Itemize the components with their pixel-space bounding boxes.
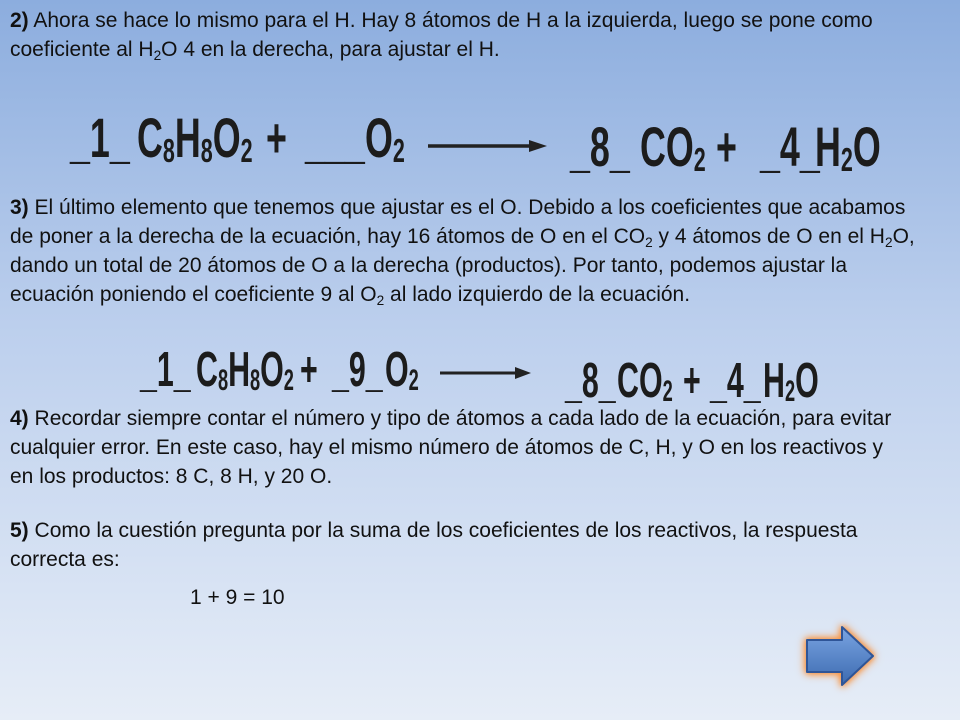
text-line	[10, 193, 915, 222]
answer-sum: 1 + 9 = 10	[190, 586, 285, 609]
subscript: 2	[884, 235, 893, 251]
text-segment: ecuación poniendo el coeficiente 9 al O	[10, 283, 377, 306]
subscript: 8	[250, 364, 261, 397]
text-segment: Recordar siempre contar el número y tipo de átomos a cada lado de la ecuación, para evitar	[34, 407, 892, 430]
element-symbol: O	[260, 343, 284, 397]
subscript: 8	[162, 133, 175, 170]
subscript: 8	[200, 133, 213, 170]
element-symbol: C	[137, 106, 163, 169]
plus-sign: +	[266, 106, 287, 169]
step-number: 4)	[10, 407, 29, 430]
subscript: 2	[240, 133, 253, 170]
element-symbol: O	[795, 354, 819, 408]
text-segment: correcta es:	[10, 548, 120, 571]
element-symbol: O	[852, 115, 881, 178]
subscript: 2	[784, 375, 796, 408]
step-4-paragraph	[10, 404, 891, 491]
element-symbol: CO	[617, 354, 663, 408]
element-symbol: O	[385, 343, 409, 397]
text-segment: Ahora se hace lo mismo para el H. Hay 8 átomos de H a la izquierda, luego se pone como	[33, 9, 873, 32]
text-line	[10, 280, 915, 309]
text-segment: Como la cuestión pregunta por la suma de los coeficientes de los reactivos, la respuesta	[34, 519, 858, 542]
text-line	[10, 251, 915, 280]
text-line	[10, 545, 857, 574]
element-symbol: O	[365, 106, 393, 169]
text-segment: de poner a la derecha de la ecuación, hay 16 átomos de O en el CO	[10, 225, 646, 248]
step-number: 5)	[10, 519, 29, 542]
text-segment: O 4 en la derecha, para ajustar el H.	[161, 38, 500, 61]
element-symbol: H	[228, 343, 251, 397]
coefficient-blank: ___	[305, 106, 365, 169]
subscript: 2	[376, 293, 385, 309]
coefficient: _4_	[710, 354, 761, 408]
element-symbol: C	[196, 343, 218, 397]
products-side	[0, 115, 960, 179]
subscript: 2	[153, 48, 162, 64]
plus-sign: +	[683, 354, 701, 408]
subscript: 2	[392, 133, 405, 170]
text-segment: coeficiente al H	[10, 38, 154, 61]
coefficient: _9_	[332, 343, 383, 397]
coefficient: _1_	[140, 343, 191, 397]
coefficient: _8_	[565, 354, 616, 408]
step-5-paragraph	[10, 516, 857, 574]
arrow-right-icon	[795, 620, 885, 692]
text-line	[10, 462, 891, 491]
next-slide-button[interactable]	[795, 620, 885, 692]
text-segment: El último elemento que tenemos que ajustar es el O. Debido a los coeficientes que acabamos	[34, 196, 906, 219]
text-line	[10, 404, 891, 433]
element-symbol: O	[212, 106, 241, 169]
text-segment: y 4 átomos de O en el H	[652, 225, 885, 248]
element-symbol: CO	[640, 115, 694, 178]
text-line	[10, 516, 857, 545]
text-segment: cualquier error. En este caso, hay el mismo número de átomos de C, H, y O en los reactivos y	[10, 436, 884, 459]
subscript: 2	[662, 375, 673, 408]
element-symbol: H	[815, 115, 841, 178]
subscript: 2	[645, 235, 653, 251]
subscript: 2	[693, 142, 706, 179]
plus-sign: +	[300, 343, 318, 397]
subscript: 2	[283, 364, 294, 397]
text-line	[10, 35, 873, 64]
step-2-paragraph	[10, 6, 873, 64]
coefficient: _4_	[760, 115, 820, 178]
element-symbol: H	[763, 354, 785, 408]
text-segment: O,	[892, 225, 915, 248]
subscript: 2	[408, 364, 419, 397]
coefficient: _8_	[570, 115, 630, 178]
coefficient: _1_	[70, 106, 130, 169]
text-line	[10, 433, 891, 462]
step-3-paragraph	[10, 193, 915, 309]
text-line	[10, 222, 915, 251]
text-segment: dando un total de 20 átomos de O a la derecha (productos). Por tanto, podemos ajustar la	[10, 254, 848, 277]
plus-sign: +	[716, 115, 737, 178]
subscript: 2	[840, 142, 853, 179]
step-number: 3)	[10, 196, 29, 219]
text-line	[10, 6, 873, 35]
formula-co2	[640, 115, 706, 189]
formula-h2o	[815, 115, 881, 189]
subscript: 8	[217, 364, 229, 397]
text-segment: al lado izquierdo de la ecuación.	[384, 283, 691, 306]
element-symbol: H	[174, 106, 201, 169]
text-segment: en los productos: 8 C, 8 H, y 20 O.	[10, 465, 333, 488]
step-number: 2)	[10, 9, 29, 32]
